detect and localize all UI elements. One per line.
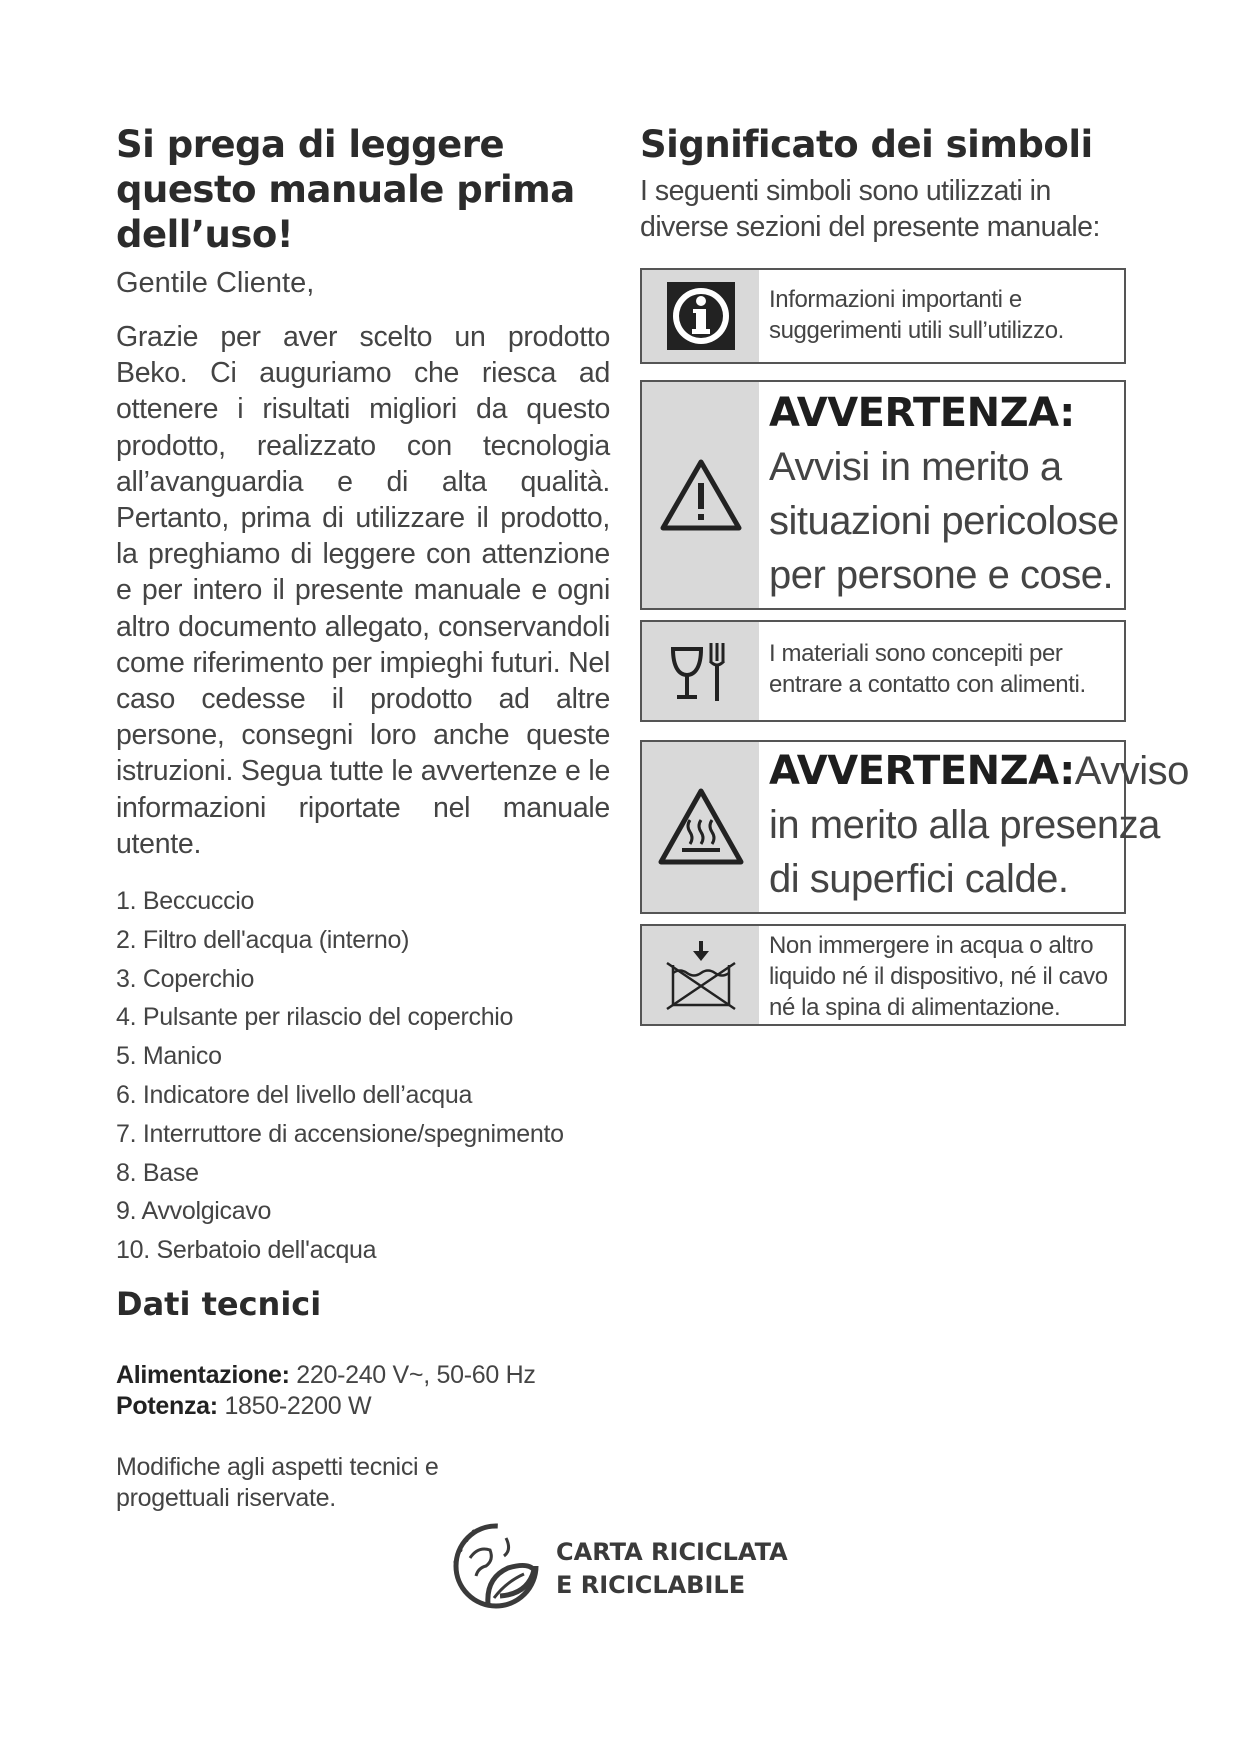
list-item: 5. Manico <box>116 1042 222 1071</box>
badge-line-2: E RICICLABILE <box>556 1570 746 1599</box>
warning-label: AVVERTENZA: <box>769 390 1075 436</box>
list-item: 3. Coperchio <box>116 964 255 993</box>
symbols-intro: I seguenti simboli sono utilizzati in diverse sezioni del presente manuale: <box>640 175 1100 243</box>
power-supply-value: 220-240 V~, 50-60 Hz <box>296 1361 536 1390</box>
list-item: 8. Base <box>116 1158 199 1187</box>
symbols-heading: Significato dei simboli <box>640 123 1093 166</box>
warning-triangle-icon <box>642 382 759 608</box>
food-text: I materiali sono concepiti per entrare a contatto con alimenti. <box>769 640 1086 698</box>
power-label: Potenza: <box>116 1392 218 1421</box>
hot-label: AVVERTENZA: <box>769 748 1075 794</box>
recycled-paper-badge <box>448 1518 788 1619</box>
info-text: Informazioni importanti e suggerimenti utili sull’utilizzo. <box>769 286 1064 344</box>
list-item: 4. Pulsante per rilascio del coperchio <box>116 1003 514 1032</box>
warning-text <box>759 382 1124 608</box>
left-column <box>116 122 610 1514</box>
list-item: 2. Filtro dell'acqua (interno) <box>116 925 410 954</box>
hot-surface-icon <box>642 742 759 912</box>
hot-description: Avviso in merito alla presenza di superfici calde. <box>769 749 1189 901</box>
food-contact-icon <box>642 622 759 720</box>
right-column <box>640 122 1189 1021</box>
recycled-paper-icon <box>448 1518 544 1619</box>
power-row <box>116 1391 610 1422</box>
parts-list <box>116 882 610 1270</box>
badge-line-1: CARTA RICICLATA <box>556 1537 788 1566</box>
tech-specs <box>116 1360 610 1422</box>
tech-data-heading: Dati tecnici <box>116 1285 322 1324</box>
symbol-hot-box <box>640 740 1189 914</box>
list-item: 7. Interruttore di accensione/spegnimento <box>116 1119 564 1148</box>
hot-text <box>759 742 1193 912</box>
technical-note: Modifiche agli aspetti tecnici e progettuali riservate. <box>116 1453 439 1513</box>
list-item: 6. Indicatore del livello dell’acqua <box>116 1081 473 1110</box>
info-icon <box>642 270 759 362</box>
page-title: Si prega di leggere questo manuale prima dell’uso! <box>116 123 575 256</box>
warning-description: Avvisi in merito a situazioni pericolose per persone e cose. <box>769 445 1119 597</box>
intro-paragraph: Grazie per aver scelto un prodotto Beko. Ci auguriamo che riesca ad ottenere i risultati migliori da questo prodotto, realizzato con tecnologia all’avanguardia e di alta qualità. Pertanto, prima di utilizzare il prodotto, la preghiamo di leggere con attenzione e per intero il presente manuale e ogni altro documento allegato, conservandoli come riferimento per impieghi futuri. Nel caso cedesse il prodotto ad altre persone, consegni loro anche queste istruzioni. Segua tutte le avvertenze e le informazioni riportate nel manuale utente. <box>116 321 610 860</box>
immerse-text: Non immergere in acqua o altro liquido né il dispositivo, né il cavo né la spina di alimentazione. <box>769 932 1108 1021</box>
list-item: 1. Beccuccio <box>116 887 255 916</box>
symbol-info-box <box>640 268 1126 364</box>
list-item: 10. Serbatoio dell'acqua <box>116 1236 377 1265</box>
power-supply-row <box>116 1360 610 1391</box>
greeting: Gentile Cliente, <box>116 267 315 299</box>
badge-text <box>556 1536 788 1602</box>
symbol-immerse-box <box>640 924 1126 1026</box>
symbol-food-box <box>640 620 1126 722</box>
do-not-immerse-icon <box>642 926 759 1024</box>
list-item: 9. Avvolgicavo <box>116 1197 272 1226</box>
power-supply-label: Alimentazione: <box>116 1361 290 1390</box>
symbol-warning-box <box>640 380 1126 610</box>
power-value: 1850-2200 W <box>224 1392 372 1421</box>
